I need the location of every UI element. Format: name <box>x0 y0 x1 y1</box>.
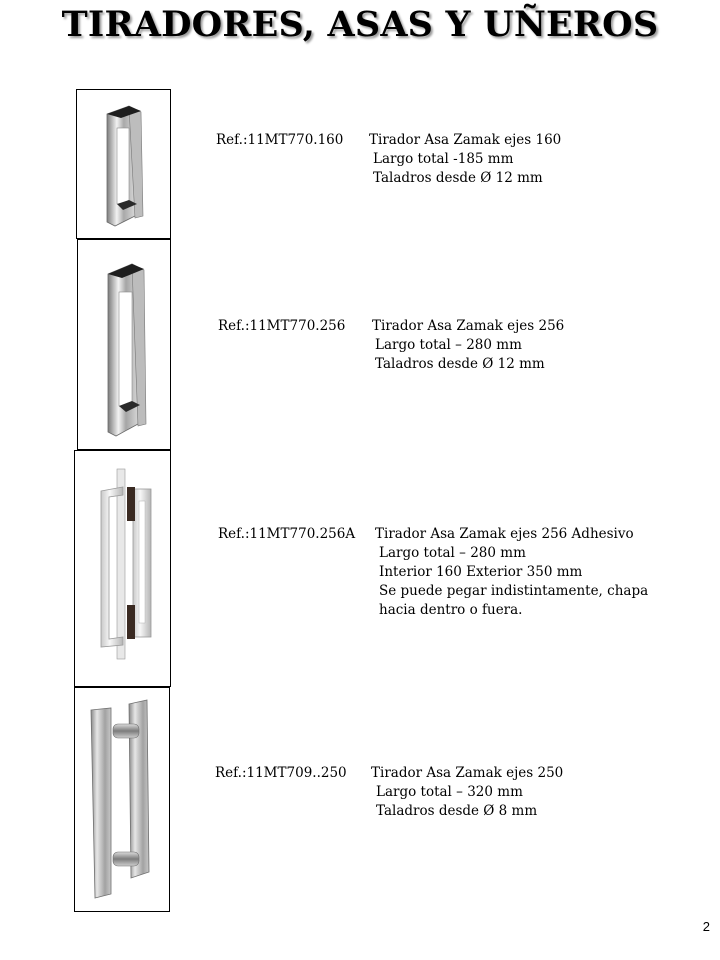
product-detail: Largo total – 280 mm <box>375 337 522 353</box>
handle-pull-icon <box>78 240 171 450</box>
page-number: 2 <box>702 919 710 934</box>
product-ref: Ref.:11MT770.256A <box>218 526 356 542</box>
product-name: Tirador Asa Zamak ejes 256 <box>372 318 565 334</box>
product-ref: Ref.:11MT770.160 <box>216 132 344 148</box>
page-title: TIRADORES, ASAS Y UÑEROS <box>61 4 659 45</box>
product-image-11mt770-160 <box>76 89 171 239</box>
product-image-11mt770-256a <box>74 450 171 687</box>
product-description <box>218 525 648 620</box>
product-description <box>215 764 563 821</box>
product-detail: Largo total – 280 mm <box>379 545 526 561</box>
product-detail: Taladros desde Ø 12 mm <box>373 170 543 186</box>
product-detail: Taladros desde Ø 12 mm <box>375 356 545 372</box>
product-detail: Interior 160 Exterior 350 mm <box>379 564 583 580</box>
product-detail: Largo total – 320 mm <box>376 784 523 800</box>
product-description <box>216 131 561 188</box>
adhesive-handle-icon <box>75 451 171 687</box>
product-image-11mt770-256 <box>77 239 171 450</box>
product-description <box>218 317 564 374</box>
product-image-11mt709-250 <box>74 687 170 912</box>
product-name: Tirador Asa Zamak ejes 160 <box>369 132 562 148</box>
product-detail: hacia dentro o fuera. <box>379 602 523 618</box>
product-name: Tirador Asa Zamak ejes 256 Adhesivo <box>375 526 634 542</box>
product-detail: Taladros desde Ø 8 mm <box>376 803 538 819</box>
product-ref: Ref.:11MT709..250 <box>215 765 347 781</box>
product-detail: Largo total -185 mm <box>373 151 514 167</box>
handle-pull-icon <box>77 90 171 239</box>
double-handle-icon <box>75 688 170 912</box>
product-detail: Se puede pegar indistintamente, chapa <box>379 583 649 599</box>
product-ref: Ref.:11MT770.256 <box>218 318 346 334</box>
product-name: Tirador Asa Zamak ejes 250 <box>371 765 564 781</box>
